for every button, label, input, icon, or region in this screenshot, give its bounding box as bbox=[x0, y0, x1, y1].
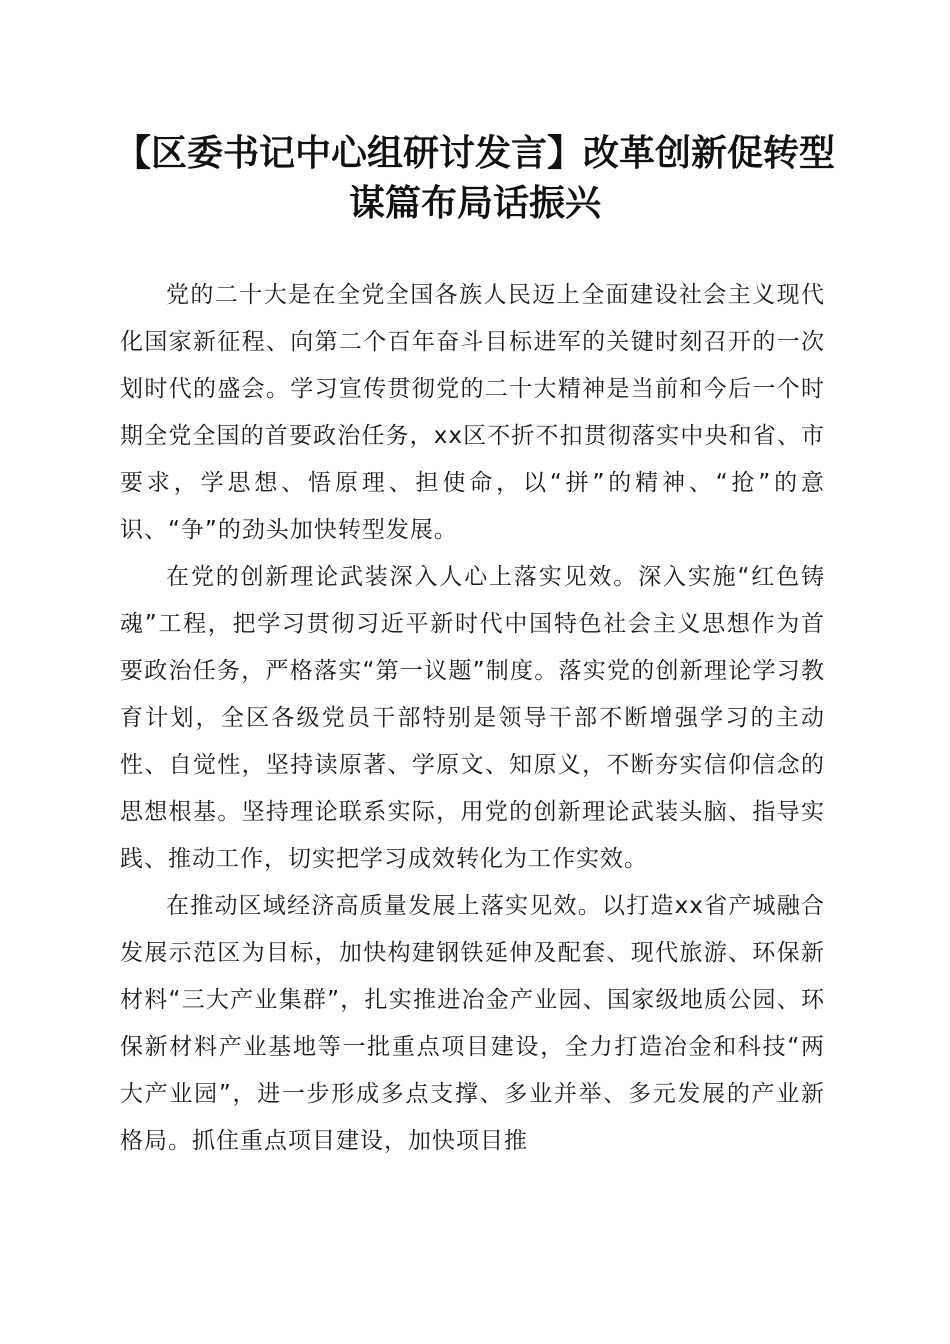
paragraph-2: 在党的创新理论武装深入人心上落实见效。深入实施“红色铸魂”工程，把学习贯彻习近平新时代中国特色社会主义思想作为首要政治任务，严格落实“第一议题”制度。落实党的创新理论学习教育计划，全区各级党员干部特别是领导干部不断增强学习的主动性、自觉性，坚持读原著、学原文、知原义，不断夯实信仰信念的思想根基。坚持理论联系实际，用党的创新理论武装头脑、指导实践、推动工作，切实把学习成效转化为工作实效。 bbox=[120, 564, 825, 872]
document-title bbox=[100, 128, 850, 228]
paragraph-1: 党的二十大是在全党全国各族人民迈上全面建设社会主义现代化国家新征程、向第二个百年奋斗目标进军的关键时刻召开的一次划时代的盛会。学习宣传贯彻党的二十大精神是当前和今后一个时期全党全国的首要政治任务，xx区不折不扣贯彻落实中央和省、市要求，学思想、悟原理、担使命，以“拼”的精神、“抢”的意识、“争”的劲头加快转型发展。 bbox=[120, 282, 825, 543]
document-body bbox=[120, 272, 825, 1165]
title-line-1: 【区委书记中心组研讨发言】改革创新促转型 bbox=[114, 132, 835, 174]
paragraph-3: 在推动区域经济高质量发展上落实见效。以打造xx省产城融合发展示范区为目标，加快构建钢铁延伸及配套、现代旅游、环保新材料“三大产业集群”，扎实推进冶金产业园、国家级地质公园、环保新材料产业基地等一批重点项目建设，全力打造冶金和科技“两大产业园”，进一步形成多点支撑、多业并举、多元发展的产业新格局。抓住重点项目建设，加快项目推 bbox=[120, 893, 825, 1154]
title-line-2: 谋篇布局话振兴 bbox=[348, 182, 601, 224]
